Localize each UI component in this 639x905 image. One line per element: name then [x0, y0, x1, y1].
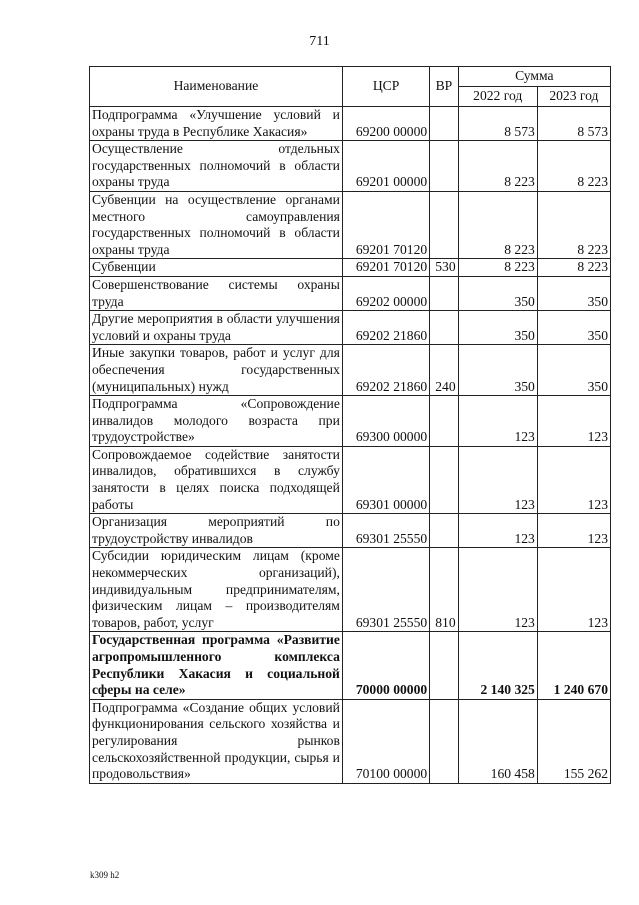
row-sum-2023: 123 — [537, 514, 610, 548]
row-name: Осуществление отдельных государственных полномочий в области охраны труда — [90, 141, 343, 192]
row-name: Подпрограмма «Улучшение условий и охраны труда в Республике Хакасия» — [90, 107, 343, 141]
table-row — [90, 311, 611, 345]
row-sum-2022: 350 — [458, 276, 537, 310]
row-vr — [430, 632, 458, 699]
row-name: Сопровождаемое содействие занятости инвалидов, обратившихся в службу занятости в целях поиска подходящей работы — [90, 446, 343, 513]
row-sum-2023: 350 — [537, 276, 610, 310]
row-vr — [430, 311, 458, 345]
row-sum-2022: 8 223 — [458, 141, 537, 192]
row-vr — [430, 141, 458, 192]
row-name: Подпрограмма «Создание общих условий функционирования сельского хозяйства и регулирования рынков сельскохозяйственной продукции, сырья и продовольствия» — [90, 699, 343, 783]
header-year-2022: 2022 год — [458, 87, 537, 107]
row-name: Другие мероприятия в области улучшения условий и охраны труда — [90, 311, 343, 345]
row-sum-2023: 123 — [537, 396, 610, 447]
row-sum-2022: 123 — [458, 548, 537, 632]
row-name: Государственная программа «Развитие агропромышленного комплекса Республики Хакасия и социальной сферы на селе» — [90, 632, 343, 699]
row-csr: 69300 00000 — [342, 396, 429, 447]
row-vr — [430, 699, 458, 783]
row-sum-2023: 1 240 670 — [537, 632, 610, 699]
row-sum-2022: 8 223 — [458, 191, 537, 258]
row-sum-2022: 123 — [458, 396, 537, 447]
row-vr — [430, 276, 458, 310]
row-csr: 69202 21860 — [342, 311, 429, 345]
row-csr: 69201 70120 — [342, 191, 429, 258]
row-sum-2022: 123 — [458, 514, 537, 548]
row-vr — [430, 514, 458, 548]
row-sum-2022: 8 223 — [458, 259, 537, 277]
row-sum-2023: 8 223 — [537, 141, 610, 192]
table-row — [90, 345, 611, 396]
row-vr: 530 — [430, 259, 458, 277]
footer-code: k309 h2 — [90, 870, 120, 880]
budget-table — [89, 66, 611, 784]
row-name: Иные закупки товаров, работ и услуг для обеспечения государственных (муниципальных) нужд — [90, 345, 343, 396]
row-sum-2023: 8 573 — [537, 107, 610, 141]
table-row — [90, 191, 611, 258]
row-sum-2022: 8 573 — [458, 107, 537, 141]
row-csr: 69301 25550 — [342, 514, 429, 548]
row-csr: 69202 00000 — [342, 276, 429, 310]
row-csr: 69200 00000 — [342, 107, 429, 141]
row-vr — [430, 396, 458, 447]
row-name: Субвенции на осуществление органами местного самоуправления государственных полномочий в области охраны труда — [90, 191, 343, 258]
row-vr — [430, 107, 458, 141]
table-row — [90, 141, 611, 192]
header-year-2023: 2023 год — [537, 87, 610, 107]
row-csr: 69301 25550 — [342, 548, 429, 632]
table-row — [90, 259, 611, 277]
table-row — [90, 446, 611, 513]
row-name: Подпрограмма «Сопровождение инвалидов молодого возраста при трудоустройстве» — [90, 396, 343, 447]
row-sum-2023: 350 — [537, 345, 610, 396]
row-sum-2022: 160 458 — [458, 699, 537, 783]
table-row — [90, 632, 611, 699]
row-vr: 240 — [430, 345, 458, 396]
row-csr: 69201 00000 — [342, 141, 429, 192]
header-csr: ЦСР — [342, 67, 429, 107]
header-sum: Сумма — [458, 67, 610, 87]
row-csr: 70000 00000 — [342, 632, 429, 699]
row-sum-2022: 123 — [458, 446, 537, 513]
row-csr: 69301 00000 — [342, 446, 429, 513]
row-vr: 810 — [430, 548, 458, 632]
row-sum-2022: 350 — [458, 345, 537, 396]
row-sum-2023: 123 — [537, 548, 610, 632]
row-name: Субсидии юридическим лицам (кроме некоммерческих организаций), индивидуальным предпринимателям, физическим лицам – производителям товаров, работ, услуг — [90, 548, 343, 632]
row-name: Совершенствование системы охраны труда — [90, 276, 343, 310]
row-name: Организация мероприятий по трудоустройству инвалидов — [90, 514, 343, 548]
row-vr — [430, 191, 458, 258]
row-sum-2023: 350 — [537, 311, 610, 345]
row-sum-2023: 8 223 — [537, 259, 610, 277]
page-number: 711 — [309, 34, 330, 49]
header-vr: ВР — [430, 67, 458, 107]
row-vr — [430, 446, 458, 513]
table-row — [90, 548, 611, 632]
row-sum-2023: 123 — [537, 446, 610, 513]
table-row — [90, 514, 611, 548]
row-sum-2022: 2 140 325 — [458, 632, 537, 699]
table-row — [90, 699, 611, 783]
header-name: Наименование — [90, 67, 343, 107]
row-sum-2023: 8 223 — [537, 191, 610, 258]
row-csr: 69201 70120 — [342, 259, 429, 277]
row-name: Субвенции — [90, 259, 343, 277]
row-csr: 69202 21860 — [342, 345, 429, 396]
row-sum-2022: 350 — [458, 311, 537, 345]
table-row — [90, 276, 611, 310]
row-sum-2023: 155 262 — [537, 699, 610, 783]
table-row — [90, 107, 611, 141]
table-row — [90, 396, 611, 447]
row-csr: 70100 00000 — [342, 699, 429, 783]
